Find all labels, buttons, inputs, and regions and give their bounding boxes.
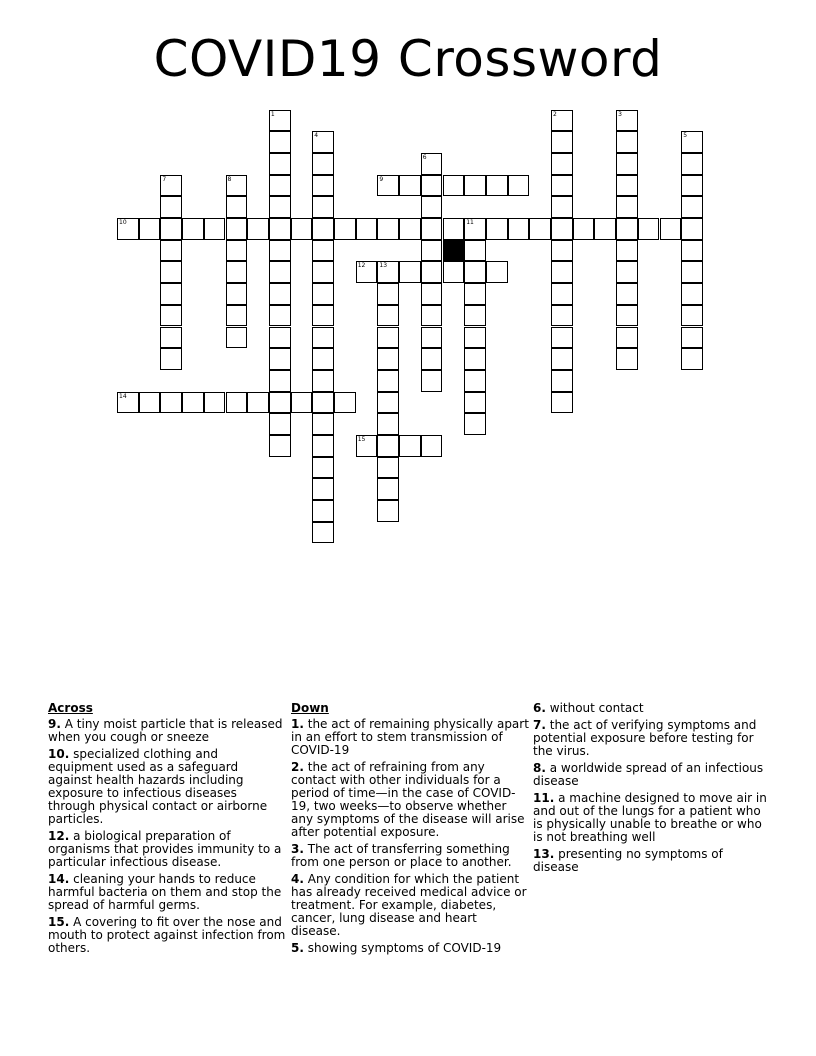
grid-cell[interactable] [312, 348, 334, 370]
clue-item [533, 719, 771, 758]
clue-item-text: A covering to fit over the nose and mouth to protect against infection from others. [48, 915, 286, 955]
grid-cell[interactable] [269, 153, 291, 175]
clue-item [291, 843, 529, 869]
grid-cell[interactable] [312, 305, 334, 327]
grid-cell[interactable] [638, 218, 660, 240]
grid-cell[interactable] [139, 218, 161, 240]
grid-cell[interactable] [616, 327, 638, 349]
grid-cell[interactable] [269, 131, 291, 153]
grid-cell[interactable] [139, 392, 161, 414]
grid-cell[interactable] [312, 500, 334, 522]
grid-cell[interactable] [681, 348, 703, 370]
clue-item [533, 848, 771, 874]
down-heading: Down [291, 701, 329, 715]
grid-cell[interactable] [312, 370, 334, 392]
clue-item-number: 8. [533, 761, 546, 775]
grid-cell[interactable] [269, 327, 291, 349]
clue-item-text: a worldwide spread of an infectious disease [533, 761, 764, 788]
down-clues [291, 702, 529, 959]
grid-cell[interactable] [551, 305, 573, 327]
clue-number: 3 [618, 110, 622, 118]
grid-cell[interactable] [226, 327, 248, 349]
grid-cell[interactable] [160, 283, 182, 305]
grid-cell[interactable] [226, 261, 248, 283]
grid-cell[interactable] [334, 218, 356, 240]
clue-item-number: 14. [48, 872, 70, 886]
clue-item-number: 12. [48, 829, 70, 843]
clue-item [48, 718, 286, 744]
grid-cell[interactable] [551, 370, 573, 392]
grid-cell[interactable] [377, 175, 399, 197]
clue-number: 5 [683, 132, 688, 140]
grid-cell[interactable] [486, 261, 508, 283]
grid-cell[interactable] [421, 435, 443, 457]
clue-item [291, 942, 529, 955]
grid-cell[interactable] [681, 196, 703, 218]
grid-cell[interactable] [551, 348, 573, 370]
grid-cell[interactable] [312, 413, 334, 435]
grid-cell[interactable] [269, 261, 291, 283]
grid-cell[interactable] [551, 283, 573, 305]
grid-cell[interactable] [312, 261, 334, 283]
grid-cell[interactable] [464, 283, 486, 305]
grid-cell[interactable] [486, 175, 508, 197]
grid-cell[interactable] [334, 392, 356, 414]
grid-cell[interactable] [377, 435, 399, 457]
clue-item [291, 873, 529, 938]
grid-cell[interactable] [312, 196, 334, 218]
grid-cell[interactable] [681, 240, 703, 262]
clue-number: 8 [227, 175, 232, 183]
grid-cell[interactable] [399, 175, 421, 197]
grid-cell[interactable] [312, 175, 334, 197]
grid-cell[interactable] [529, 218, 551, 240]
across-heading: Across [48, 701, 93, 715]
clue-item-number: 10. [48, 747, 70, 761]
grid-cell[interactable] [464, 370, 486, 392]
grid-cell[interactable] [399, 261, 421, 283]
clue-number: 2 [553, 110, 557, 118]
grid-cell[interactable] [377, 327, 399, 349]
grid-cell[interactable] [421, 175, 443, 197]
grid-cell[interactable] [377, 370, 399, 392]
grid-cell[interactable] [551, 175, 573, 197]
clue-item-number: 2. [291, 760, 304, 774]
grid-cell[interactable] [443, 175, 465, 197]
grid-cell[interactable] [312, 522, 334, 544]
grid-cell[interactable] [247, 218, 269, 240]
grid-cell[interactable] [421, 218, 443, 240]
grid-cell[interactable] [660, 218, 682, 240]
grid-cell[interactable] [204, 392, 226, 414]
grid-cell[interactable] [226, 175, 248, 197]
grid-cell[interactable] [312, 392, 334, 414]
grid-cell[interactable] [269, 348, 291, 370]
grid-cell[interactable] [377, 457, 399, 479]
grid-cell[interactable] [312, 131, 334, 153]
grid-cell[interactable] [291, 392, 313, 414]
clue-item [533, 792, 771, 844]
grid-cell[interactable] [160, 305, 182, 327]
clue-item-text: a biological preparation of organisms that provides immunity to a particular infectious disease. [48, 829, 282, 869]
grid-cell[interactable] [269, 110, 291, 132]
clue-item-text: the act of remaining physically apart in an effort to stem transmission of COVID-19 [291, 717, 529, 757]
grid-cell[interactable] [464, 261, 486, 283]
grid-cell[interactable] [464, 413, 486, 435]
grid-cell[interactable] [269, 218, 291, 240]
grid-cell[interactable] [269, 435, 291, 457]
grid-cell[interactable] [269, 283, 291, 305]
grid-cell[interactable] [421, 370, 443, 392]
grid-cell[interactable] [377, 478, 399, 500]
grid-cell[interactable] [551, 327, 573, 349]
clue-item-number: 13. [533, 847, 555, 861]
grid-cell[interactable] [160, 392, 182, 414]
grid-cell[interactable] [377, 261, 399, 283]
grid-cell[interactable] [377, 348, 399, 370]
grid-cell[interactable] [616, 283, 638, 305]
clue-item-number: 3. [291, 842, 304, 856]
grid-cell[interactable] [616, 218, 638, 240]
grid-cell[interactable] [681, 283, 703, 305]
clue-item-text: The act of transferring something from one person or place to another. [291, 842, 512, 869]
grid-cell[interactable] [508, 175, 530, 197]
grid-cell[interactable] [464, 175, 486, 197]
clue-item-number: 9. [48, 717, 61, 731]
grid-cell[interactable] [616, 110, 638, 132]
grid-cell[interactable] [464, 348, 486, 370]
grid-cell[interactable] [356, 435, 378, 457]
grid-cell[interactable] [269, 240, 291, 262]
clue-number: 6 [422, 153, 427, 161]
grid-cell[interactable] [160, 240, 182, 262]
grid-cell[interactable] [616, 261, 638, 283]
clue-item-number: 7. [533, 718, 546, 732]
grid-cell[interactable] [226, 240, 248, 262]
grid-cell[interactable] [226, 218, 248, 240]
clue-item-number: 11. [533, 791, 555, 805]
grid-cell[interactable] [594, 218, 616, 240]
clue-item [48, 830, 286, 869]
clue-number: 14 [119, 392, 127, 400]
clue-number: 4 [314, 132, 319, 140]
grid-cell[interactable] [269, 370, 291, 392]
grid-cell[interactable] [377, 305, 399, 327]
grid-cell[interactable] [117, 392, 139, 414]
clue-number: 11 [466, 219, 474, 226]
grid-cell[interactable] [226, 305, 248, 327]
grid-cell[interactable] [421, 283, 443, 305]
grid-cell[interactable] [681, 327, 703, 349]
grid-cell[interactable] [377, 392, 399, 414]
page-title: COVID19 Crossword [153, 30, 663, 88]
grid-cell[interactable] [616, 175, 638, 197]
grid-cell[interactable] [377, 283, 399, 305]
across-clues [48, 702, 286, 959]
clue-number: 10 [119, 219, 127, 226]
grid-cell[interactable] [269, 196, 291, 218]
clue-item-text: A tiny moist particle that is released when you cough or sneeze [48, 717, 283, 744]
grid-cell[interactable] [681, 175, 703, 197]
grid-cell[interactable] [573, 218, 595, 240]
clue-item-text: specialized clothing and equipment used as a safeguard against health hazards including exposure to infectious diseases through physical contact or airborne particles. [48, 747, 268, 826]
grid-cell[interactable] [312, 478, 334, 500]
grid-cell[interactable] [312, 457, 334, 479]
clue-item-number: 5. [291, 941, 304, 955]
grid-cell[interactable] [681, 261, 703, 283]
clue-number: 1 [270, 110, 275, 118]
grid-cell[interactable] [551, 196, 573, 218]
clue-item [533, 702, 771, 715]
clue-item-number: 4. [291, 872, 304, 886]
grid-cell[interactable] [356, 218, 378, 240]
grid-cell[interactable] [616, 153, 638, 175]
grid-cell[interactable] [226, 283, 248, 305]
clue-item-text: presenting no symptoms of disease [533, 847, 723, 874]
clue-item-text: the act of refraining from any contact with other individuals for a period of time—in the case of COVID-19, two weeks—to observe whether any symptoms of the disease will arise after potential exposure. [291, 760, 525, 839]
clue-number: 12 [357, 262, 366, 270]
grid-cell[interactable] [160, 196, 182, 218]
clue-item [533, 762, 771, 788]
grid-cell[interactable] [421, 327, 443, 349]
grid-cell[interactable] [160, 218, 182, 240]
grid-cell[interactable] [356, 261, 378, 283]
down-clues-continued [533, 702, 771, 878]
clue-number: 9 [379, 175, 384, 183]
grid-cell[interactable] [464, 218, 486, 240]
clue-item [291, 761, 529, 839]
grid-cell[interactable] [551, 153, 573, 175]
grid-cell[interactable] [421, 305, 443, 327]
grid-cell[interactable] [160, 261, 182, 283]
grid-cell[interactable] [681, 218, 703, 240]
grid-cell[interactable] [551, 110, 573, 132]
clue-item [48, 873, 286, 912]
grid-cell[interactable] [117, 218, 139, 240]
grid-cell[interactable] [312, 435, 334, 457]
grid-cell[interactable] [421, 153, 443, 175]
grid-cell[interactable] [681, 153, 703, 175]
grid-cell[interactable] [551, 218, 573, 240]
grid-cell[interactable] [312, 153, 334, 175]
grid-cell[interactable] [464, 240, 486, 262]
grid-cell[interactable] [312, 240, 334, 262]
grid-cell[interactable] [616, 348, 638, 370]
grid-cell[interactable] [312, 218, 334, 240]
clue-item-number: 6. [533, 701, 546, 715]
grid-cell[interactable] [377, 413, 399, 435]
grid-cell[interactable] [399, 218, 421, 240]
grid-cell[interactable] [464, 392, 486, 414]
grid-cell[interactable] [681, 305, 703, 327]
grid-cell[interactable] [464, 327, 486, 349]
grid-cell[interactable] [486, 218, 508, 240]
grid-cell[interactable] [421, 196, 443, 218]
clue-item-text: Any condition for which the patient has already received medical advice or treatment. For example, diabetes, cancer, lung disease and heart disease. [291, 872, 527, 938]
grid-cell[interactable] [204, 218, 226, 240]
grid-cell[interactable] [421, 348, 443, 370]
clue-number: 13 [379, 262, 388, 270]
clue-item-text: a machine designed to move air in and out of the lungs for a patient who is physically unable to breathe or who is not breathing well [533, 791, 767, 844]
grid-cell[interactable] [551, 131, 573, 153]
grid-cell[interactable] [160, 175, 182, 197]
grid-cell[interactable] [551, 240, 573, 262]
clue-item-text: the act of verifying symptoms and potential exposure before testing for the virus. [533, 718, 757, 758]
grid-cell[interactable] [269, 175, 291, 197]
grid-cell[interactable] [160, 348, 182, 370]
grid-cell[interactable] [377, 500, 399, 522]
grid-cell[interactable] [508, 218, 530, 240]
clue-item-text: cleaning your hands to reduce harmful bacteria on them and stop the spread of harmful germs. [48, 872, 282, 912]
grid-cell[interactable] [269, 305, 291, 327]
grid-cell[interactable] [226, 392, 248, 414]
grid-cell[interactable] [551, 261, 573, 283]
blocked-cell [443, 240, 465, 262]
grid-cell[interactable] [182, 218, 204, 240]
grid-cell[interactable] [182, 392, 204, 414]
clue-item-text: without contact [549, 701, 644, 715]
grid-cell[interactable] [443, 261, 465, 283]
grid-cell[interactable] [247, 392, 269, 414]
clue-item-text: showing symptoms of COVID-19 [307, 941, 502, 955]
grid-cell[interactable] [681, 131, 703, 153]
grid-cell[interactable] [291, 218, 313, 240]
grid-cell[interactable] [616, 240, 638, 262]
grid-cell[interactable] [312, 283, 334, 305]
grid-cell[interactable] [616, 196, 638, 218]
grid-cell[interactable] [160, 327, 182, 349]
grid-cell[interactable] [616, 305, 638, 327]
clue-item-number: 15. [48, 915, 70, 929]
grid-cell[interactable] [226, 196, 248, 218]
grid-cell[interactable] [269, 392, 291, 414]
grid-cell[interactable] [464, 305, 486, 327]
grid-cell[interactable] [551, 392, 573, 414]
grid-cell[interactable] [399, 435, 421, 457]
grid-cell[interactable] [377, 218, 399, 240]
grid-cell[interactable] [421, 240, 443, 262]
clue-number: 7 [162, 175, 167, 183]
grid-cell[interactable] [312, 327, 334, 349]
clue-number: 15 [357, 436, 366, 443]
clue-item [291, 718, 529, 757]
grid-cell[interactable] [269, 413, 291, 435]
grid-cell[interactable] [421, 261, 443, 283]
clue-item-number: 1. [291, 717, 304, 731]
grid-cell[interactable] [616, 131, 638, 153]
grid-cell[interactable] [443, 218, 465, 240]
clue-item [48, 916, 286, 955]
clue-item [48, 748, 286, 826]
